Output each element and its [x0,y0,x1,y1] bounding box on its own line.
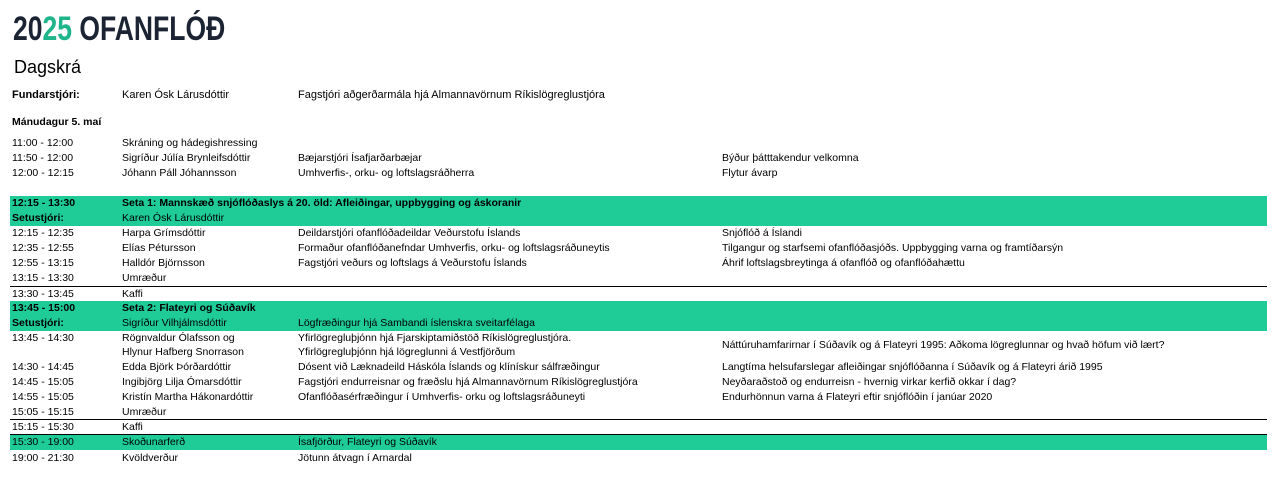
table-cell: Kvöldverður [122,452,179,464]
table-cell: Sigríður Vilhjálmsdóttir [122,317,227,329]
page-title: Dagskrá [14,57,82,77]
table-cell: Umræður [122,272,167,284]
table-cell: 12:15 - 12:35 [12,227,74,239]
table-cell: Skoðunarferð [122,436,186,448]
session-2-chair [10,316,1267,331]
table-cell: Setustjóri: [12,212,64,224]
table-cell: Seta 1: Mannskæð snjóflóðaslys á 20. öld: Afleiðingar, uppbygging og áskoranir [122,197,522,209]
excursion-row [10,435,1267,450]
table-cell: Býður þátttakendur velkomna [722,152,859,164]
table-cell: 15:30 - 19:00 [12,436,74,448]
table-cell: Yfirlögregluþjónn hjá Fjarskiptamiðstöð Ríkislögreglustjóra. [298,332,572,344]
table-cell: 12:55 - 13:15 [12,257,74,269]
table-cell: Ingibjörg Lilja Ómarsdóttir [122,376,242,388]
table-row [10,390,1267,405]
table-row [10,166,1267,181]
chair-label: Fundarstjóri: [12,89,80,101]
table-cell: 11:50 - 12:00 [12,152,74,164]
table-cell: Kristín Martha Hákonardóttir [122,391,254,403]
table-cell: Áhrif loftslagsbreytinga á ofanflóð og ofanflóðahættu [722,257,965,269]
table-cell: Deildarstjóri ofanflóðadeildar Veðurstofu Íslands [298,227,521,239]
conference-logo [13,11,225,47]
table-cell: Kaffi [122,288,143,300]
table-cell: Formaður ofanflóðanefndar Umhverfis, orku- og loftslagsráðuneytis [298,242,610,254]
table-cell: Elías Pétursson [122,242,196,254]
table-cell: 15:05 - 15:15 [12,406,74,418]
table-cell: Rögnvaldur Ólafsson og [122,332,235,344]
table-cell: Bæjarstjóri Ísafjarðarbæjar [298,152,422,164]
table-cell: 12:35 - 12:55 [12,242,74,254]
table-cell: Ísafjörður, Flateyri og Súðavík [298,436,437,448]
table-row [10,360,1267,375]
table-cell: Neyðaraðstoð og endurreisn - hvernig virkar kerfið okkar í dag? [722,376,1017,388]
table-cell: Ofanflóðasérfræðingur í Umhverfis- orku og loftslagsráðuneyti [298,391,586,403]
table-cell: Langtíma helsufarslegar afleiðingar snjóflóðanna í Súðavík og á Flateyri árið 1995 [722,361,1103,373]
table-cell: Karen Ósk Lárusdóttir [122,212,225,224]
session-1-header [10,196,1267,211]
coffee-break-row [10,286,1267,302]
table-cell: Kaffi [122,421,143,433]
table-row [10,151,1267,166]
logo-text: 25 [42,10,73,48]
table-cell: 12:00 - 12:15 [12,167,74,179]
table-cell: Náttúruhamfarirnar í Súðavík og á Flateyri 1995: Aðkoma lögreglunnar og hvað höfum við lært? [722,339,1165,351]
chair-name: Karen Ósk Lárusdóttir [122,89,229,101]
table-cell: Flytur ávarp [722,167,778,179]
table-cell: Endurhönnun varna á Flateyri eftir snjóflóðin í janúar 2020 [722,391,993,403]
table-cell: Sigríður Júlía Brynleifsdóttir [122,152,251,164]
coffee-break-row [10,419,1267,435]
table-cell: Umræður [122,406,167,418]
table-cell: 15:15 - 15:30 [12,421,74,433]
table-cell: 13:15 - 13:30 [12,272,74,284]
table-row [10,241,1267,256]
table-cell: Tilgangur og starfsemi ofanflóðasjóðs. Uppbygging varna og framtíðarsýn [722,242,1064,254]
chair-role: Fagstjóri aðgerðarmála hjá Almannavörnum Ríkislögreglustjóra [298,89,605,101]
table-cell: 19:00 - 21:30 [12,452,74,464]
table-cell: 14:55 - 15:05 [12,391,74,403]
table-cell: Jötunn átvagn í Arnardal [298,452,412,464]
logo-text: OFANFLÓÐ [79,10,226,48]
table-row [10,256,1267,271]
table-cell: 11:00 - 12:00 [12,137,74,149]
table-row [10,136,1267,151]
table-cell: Skráning og hádegishressing [122,137,258,149]
table-cell: Edda Björk Þórðardóttir [122,361,232,373]
table-cell: 13:45 - 15:00 [12,302,76,314]
logo-text: 20 [13,10,43,48]
table-cell: Lögfræðingur hjá Sambandi íslenskra sveitarfélaga [298,317,535,329]
table-cell: 12:15 - 13:30 [12,197,76,209]
table-row [10,226,1267,241]
table-cell: 14:30 - 14:45 [12,361,74,373]
table-cell: 13:45 - 14:30 [12,332,74,344]
table-cell: Snjóflóð á Íslandi [722,227,802,239]
dinner-row [10,451,1267,466]
table-row [10,271,1267,286]
table-row [10,405,1267,420]
table-cell: Hlynur Hafberg Snorrason [122,346,244,358]
table-cell: Fagstjóri veðurs og loftslags á Veðurstofu Íslands [298,257,527,269]
table-cell: Dósent við Læknadeild Háskóla Íslands og klínískur sálfræðingur [298,361,600,373]
day-heading: Mánudagur 5. maí [12,116,102,128]
table-cell: 14:45 - 15:05 [12,376,74,388]
table-cell: Fagstjóri endurreisnar og fræðslu hjá Almannavörnum Ríkislögreglustjóra [298,376,638,388]
table-cell: Harpa Grímsdóttir [122,227,206,239]
session-1-chair [10,211,1267,226]
table-row [10,375,1267,390]
table-cell: Yfirlögregluþjónn hjá lögreglunni á Vestfjörðum [298,346,516,358]
table-cell: Halldór Björnsson [122,257,205,269]
table-cell: Umhverfis-, orku- og loftslagsráðherra [298,167,475,179]
table-cell: Jóhann Páll Jóhannsson [122,167,237,179]
table-cell: Seta 2: Flateyri og Súðavík [122,302,256,314]
table-row [10,331,1267,359]
session-2-header [10,301,1267,316]
table-cell: Setustjóri: [12,317,64,329]
table-cell: 13:30 - 13:45 [12,288,74,300]
